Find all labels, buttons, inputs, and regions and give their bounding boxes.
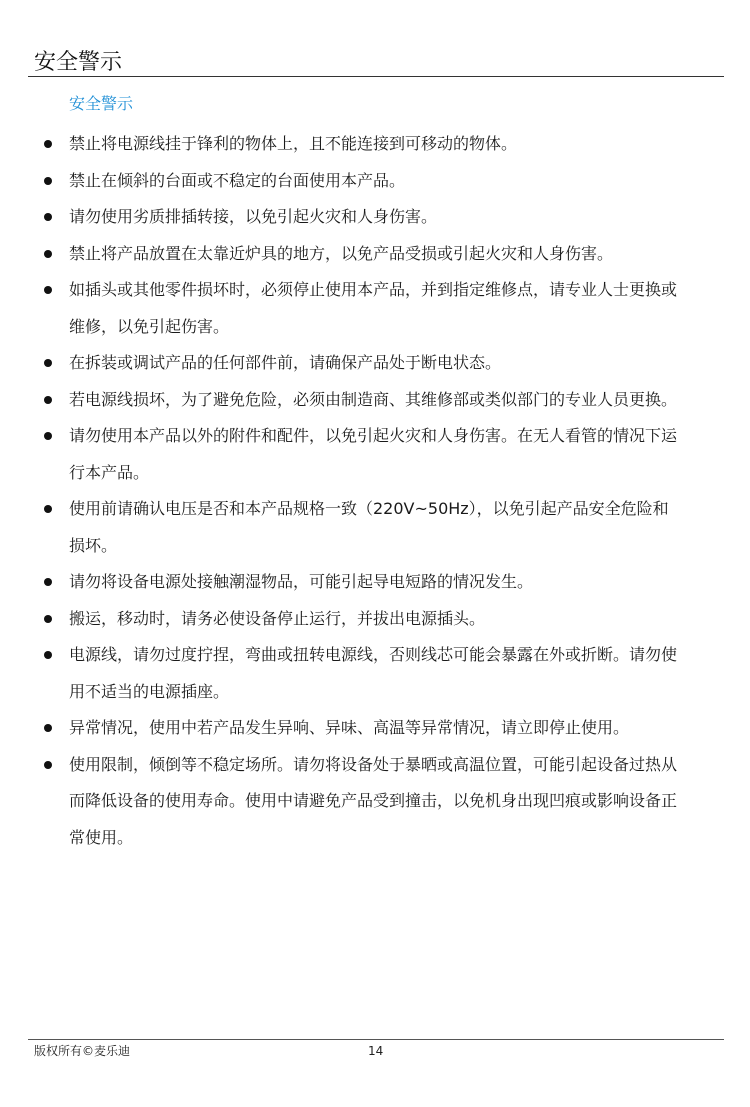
bullet-icon bbox=[44, 505, 52, 513]
warning-item bbox=[42, 199, 682, 236]
header-divider bbox=[28, 76, 724, 77]
warning-text: 使用限制，倾倒等不稳定场所。请勿将设备处于暴晒或高温位置，可能引起设备过热从而降低设备的使用寿命。使用中请避免产品受到撞击，以免机身出现凹痕或影响设备正常使用。 bbox=[69, 754, 678, 847]
warning-item bbox=[42, 564, 682, 601]
warning-item bbox=[42, 272, 682, 345]
bullet-icon bbox=[44, 140, 52, 148]
bullet-icon bbox=[44, 250, 52, 258]
warning-item bbox=[42, 126, 682, 163]
warning-item bbox=[42, 637, 682, 710]
warning-text: 禁止将产品放置在太靠近炉具的地方，以免产品受损或引起火灾和人身伤害。 bbox=[69, 243, 614, 263]
warning-item bbox=[42, 345, 682, 382]
bullet-icon bbox=[44, 724, 52, 732]
footer-divider bbox=[28, 1039, 724, 1040]
warning-text: 异常情况，使用中若产品发生异响、异味、高温等异常情况，请立即停止使用。 bbox=[69, 718, 630, 737]
warning-item bbox=[42, 418, 682, 491]
bullet-icon bbox=[44, 359, 52, 367]
bullet-icon bbox=[44, 286, 52, 294]
section-heading: 安全警示 bbox=[69, 94, 134, 113]
page-title: 安全警示 bbox=[34, 50, 123, 75]
bullet-icon bbox=[44, 615, 52, 623]
bullet-icon bbox=[44, 432, 52, 440]
warning-text: 使用前请确认电压是否和本产品规格一致（220V~50Hz），以免引起产品安全危险和损坏。 bbox=[69, 499, 669, 555]
warning-item bbox=[42, 747, 682, 857]
warning-text: 如插头或其他零件损坏时，必须停止使用本产品，并到指定维修点，请专业人士更换或维修，以免引起伤害。 bbox=[69, 280, 678, 336]
warning-text: 请勿使用劣质排插转接，以免引起火灾和人身伤害。 bbox=[69, 207, 438, 226]
warning-text: 在拆装或调试产品的任何部件前，请确保产品处于断电状态。 bbox=[69, 353, 502, 372]
warning-text: 请勿将设备电源处接触潮湿物品，可能引起导电短路的情况发生。 bbox=[69, 572, 534, 591]
footer-copyright: 版权所有©麦乐迪 bbox=[34, 1044, 131, 1058]
warning-text: 禁止在倾斜的台面或不稳定的台面使用本产品。 bbox=[69, 170, 406, 190]
warning-item bbox=[42, 382, 682, 419]
warning-text: 若电源线损坏，为了避免危险，必须由制造商、其维修部或类似部门的专业人员更换。 bbox=[69, 389, 678, 409]
warning-text: 搬运，移动时，请务必使设备停止运行，并拔出电源插头。 bbox=[69, 608, 486, 628]
bullet-icon bbox=[44, 578, 52, 586]
page-number: 14 bbox=[368, 1044, 384, 1058]
warning-text: 电源线，请勿过度拧捏，弯曲或扭转电源线，否则线芯可能会暴露在外或折断。请勿使用不适当的电源插座。 bbox=[69, 645, 678, 701]
warning-item bbox=[42, 601, 682, 638]
warning-item bbox=[42, 491, 682, 564]
warning-text: 请勿使用本产品以外的附件和配件，以免引起火灾和人身伤害。在无人看管的情况下运行本产品。 bbox=[69, 426, 678, 482]
warning-item bbox=[42, 236, 682, 273]
bullet-icon bbox=[44, 396, 52, 404]
warning-text: 禁止将电源线挂于锋利的物体上，且不能连接到可移动的物体。 bbox=[69, 134, 518, 153]
warning-item bbox=[42, 163, 682, 200]
warning-item bbox=[42, 710, 682, 747]
warning-list bbox=[42, 126, 682, 856]
bullet-icon bbox=[44, 651, 52, 659]
bullet-icon bbox=[44, 213, 52, 221]
bullet-icon bbox=[44, 177, 52, 185]
bullet-icon bbox=[44, 761, 52, 769]
